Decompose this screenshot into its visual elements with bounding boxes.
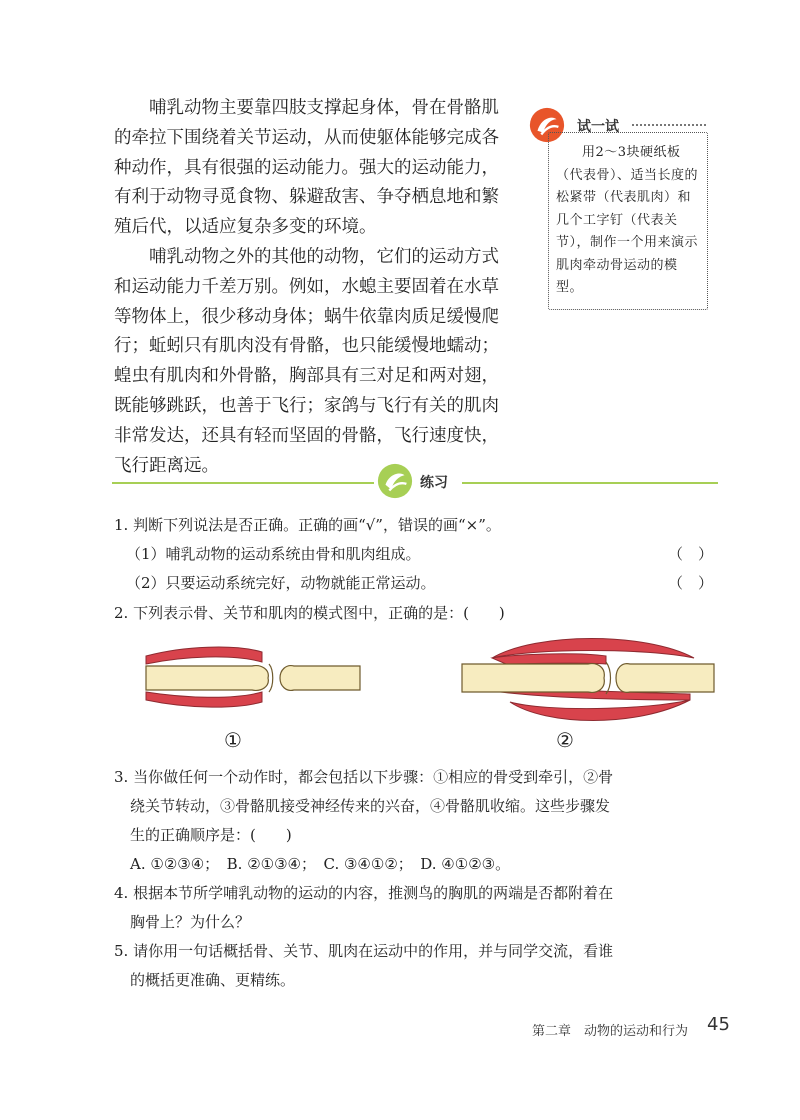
question-3-options: A. ①②③④； B. ②①③④； C. ③④①②； D. ④①②③。 bbox=[130, 855, 511, 873]
paragraph-mammal-movement: 哺乳动物主要靠四肢支撑起身体，骨在骨骼肌的牵拉下围绕着关节运动，从而使躯体能够完成各种动作，具有很强的运动能力。强大的运动能力，有利于动物寻觅食物、躲避敌害、争夺栖息地和繁殖后代，以适应复杂多变的环境。 bbox=[114, 98, 499, 238]
question-3-line-3: 生的正确顺序是：( ) bbox=[130, 826, 292, 844]
main-text bbox=[114, 94, 514, 481]
figure-label-1: ① bbox=[224, 728, 242, 752]
exercise-divider-right bbox=[462, 482, 718, 484]
question-1-item-2: （2）只要运动系统完好，动物就能正常运动。 bbox=[126, 574, 436, 592]
try-it-divider bbox=[632, 124, 706, 126]
question-2: 2. 下列表示骨、关节和肌肉的模式图中，正确的是：( ) bbox=[114, 604, 505, 622]
question-1-item-1: （1）哺乳动物的运动系统由骨和肌肉组成。 bbox=[126, 545, 421, 563]
question-3-line-1: 3. 当你做任何一个动作时，都会包括以下步骤：①相应的骨受到牵引，②骨 bbox=[114, 768, 614, 786]
joint-diagram-2 bbox=[456, 634, 718, 726]
question-4-line-2: 胸骨上？为什么？ bbox=[130, 913, 251, 931]
chapter-footer: 第二章 动物的运动和行为 bbox=[531, 1024, 688, 1039]
joint-diagram-1 bbox=[144, 640, 362, 724]
exercise-divider-left bbox=[112, 482, 374, 484]
figure-label-2: ② bbox=[556, 728, 574, 752]
exercise-title: 练习 bbox=[420, 475, 448, 491]
question-5-line-2: 的概括更准确、更精练。 bbox=[130, 971, 296, 989]
question-4-line-1: 4. 根据本节所学哺乳动物的运动的内容，推测鸟的胸肌的两端是否都附着在 bbox=[114, 884, 614, 902]
exercise-icon bbox=[376, 462, 414, 500]
try-it-title: 试一试 bbox=[577, 119, 619, 135]
question-1: 1. 判断下列说法是否正确。正确的画“√”，错误的画“×”。 bbox=[114, 516, 501, 534]
paragraph-other-animals: 哺乳动物之外的其他的动物，它们的运动方式和运动能力千差万别。例如，水螅主要固着在水草等物体上，很少移动身体；蜗牛依靠肉质足缓慢爬行；蚯蚓只有肌肉没有骨骼，也只能缓慢地蠕动；蝗虫有肌肉和外骨骼，胸部具有三对足和两对翅，既能够跳跃，也善于飞行；家鸽与飞行有关的肌肉非常发达，还具有轻而坚固的骨骼，飞行速度快，飞行距离远。 bbox=[114, 246, 499, 476]
question-5-line-1: 5. 请你用一句话概括骨、关节、肌肉在运动中的作用，并与同学交流，看谁 bbox=[114, 942, 614, 960]
answer-blank-1-2[interactable]: （ ） bbox=[668, 574, 714, 592]
answer-blank-1-1[interactable]: （ ） bbox=[668, 545, 714, 563]
try-it-text: 用2～3块硬纸板（代表骨）、适当长度的松紧带（代表肌肉）和几个工字钉（代表关节），制作一个用来演示肌肉牵动骨运动的模型。 bbox=[556, 145, 699, 295]
page-number: 45 bbox=[707, 1014, 730, 1035]
question-3-line-2: 绕关节转动，③骨骼肌接受神经传来的兴奋，④骨骼肌收缩。这些步骤发 bbox=[130, 797, 611, 815]
